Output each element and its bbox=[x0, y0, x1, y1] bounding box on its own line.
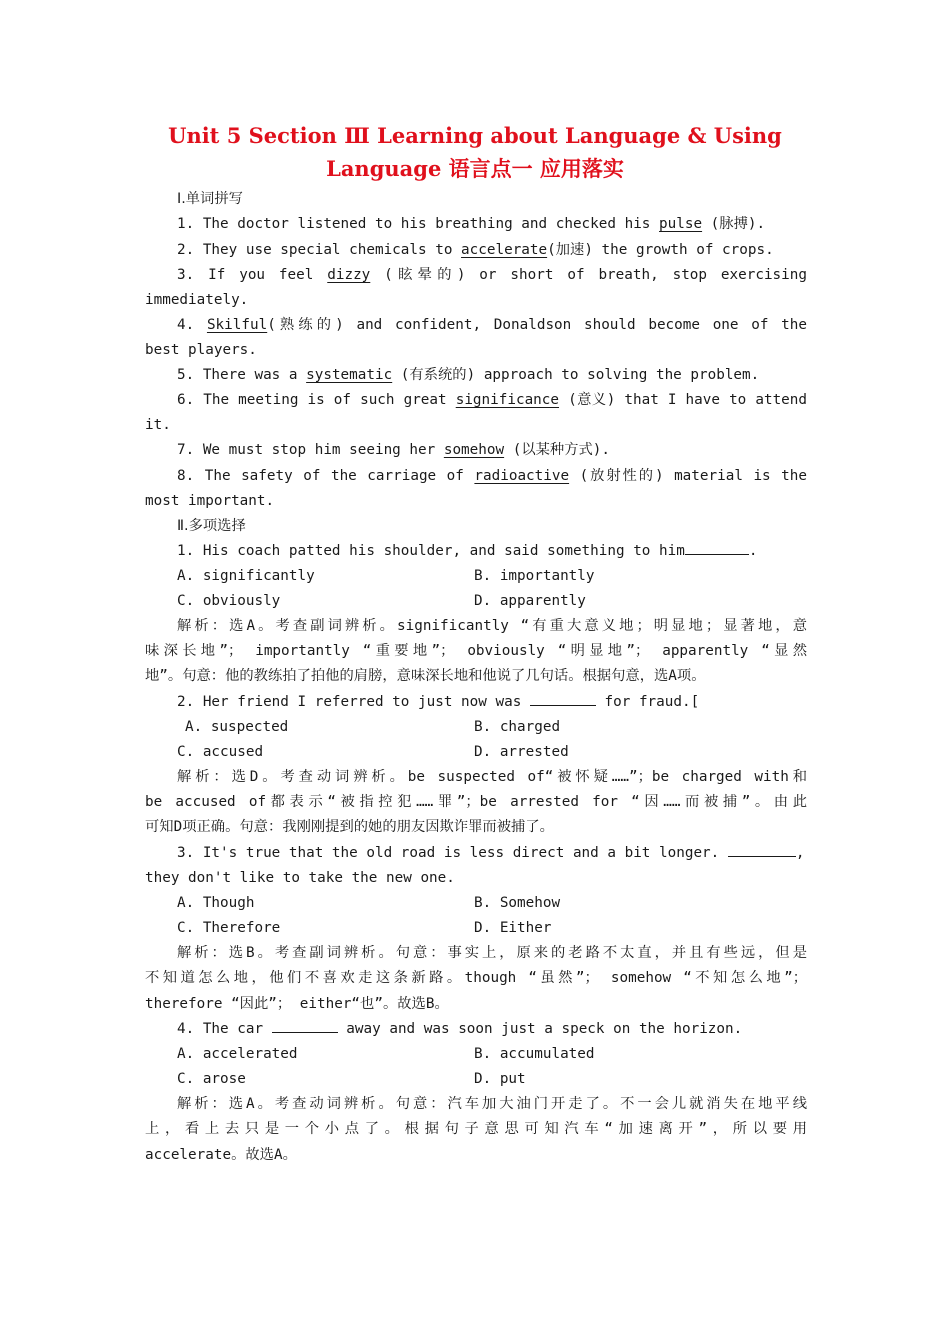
vocab-item-8: 8. The safety of the carriage of radioactive (放射性的) material is the bbox=[177, 468, 807, 484]
answer: significance bbox=[455, 392, 560, 408]
vocab-item-3: 3. If you feel dizzy (眩晕的) or short of breath, stop exercising bbox=[177, 267, 807, 283]
answer-blank bbox=[272, 1017, 338, 1033]
option-a: A. suspected bbox=[185, 719, 289, 735]
option-c: C. arose bbox=[177, 1071, 246, 1087]
option-a: A. Though bbox=[177, 895, 255, 911]
option-b: B. importantly bbox=[474, 568, 595, 584]
vocab-item-2: 2. They use special chemicals to accelerate(加速) the growth of crops. bbox=[177, 242, 774, 258]
vocab-item-4-cont: best players. bbox=[145, 342, 257, 358]
option-a: A. significantly bbox=[177, 568, 315, 584]
option-d: D. Either bbox=[474, 920, 552, 936]
vocab-item-1: 1. The doctor listened to his breathing and checked his pulse (脉搏). bbox=[177, 216, 766, 232]
option-d: D. arrested bbox=[474, 744, 569, 760]
question-1-options-cd bbox=[177, 589, 839, 614]
question-1-analysis-1: 解析：选A。考查副词辨析。significantly “有重大意义地；明显地；显著地，意 bbox=[177, 618, 807, 634]
vocab-item-7: 7. We must stop him seeing her somehow (以某种方式). bbox=[177, 442, 611, 458]
answer-blank bbox=[685, 539, 749, 555]
question-4-analysis-3: accelerate。故选A。 bbox=[145, 1147, 297, 1163]
vocab-item-6-cont: it. bbox=[145, 417, 171, 433]
question-4-analysis-1: 解析：选A。考查动词辨析。句意：汽车加大油门开走了。不一会儿就消失在地平线 bbox=[177, 1096, 807, 1112]
option-c: C. Therefore bbox=[177, 920, 281, 936]
question-1-analysis-2: 味深长地”； importantly “重要地”； obviously “明显地”； apparently “显然 bbox=[145, 643, 807, 659]
answer: somehow bbox=[443, 442, 505, 458]
question-2-options-ab bbox=[177, 715, 839, 740]
question-2-stem: 2. Her friend I referred to just now was for fraud.[ bbox=[177, 690, 807, 715]
vocab-item-8-cont: most important. bbox=[145, 493, 275, 509]
question-3-stem: 3. It's true that the old road is less direct and a bit longer. , bbox=[177, 841, 807, 866]
option-d: D. put bbox=[474, 1071, 526, 1087]
answer-blank bbox=[728, 841, 796, 857]
answer-blank bbox=[530, 690, 596, 706]
option-d: D. apparently bbox=[474, 593, 586, 609]
question-2-analysis-2: be accused of都表示“被指控犯……罪”；be arrested for “因……而被捕”。由此 bbox=[145, 794, 807, 810]
title-line-1: Unit 5 Section Ⅲ Learning about Language & Using bbox=[168, 123, 782, 148]
option-a: A. accelerated bbox=[177, 1046, 298, 1062]
question-3-options-ab bbox=[177, 891, 839, 916]
question-1-analysis-3: 地”。句意：他的教练拍了拍他的肩膀，意味深长地和他说了几句话。根据句意，选A项。 bbox=[145, 668, 706, 684]
option-b: B. accumulated bbox=[474, 1046, 595, 1062]
option-c: C. obviously bbox=[177, 593, 281, 609]
question-4-stem: 4. The car away and was soon just a speck on the horizon. bbox=[177, 1017, 807, 1042]
question-4-analysis-2: 上，看上去只是一个小点了。根据句子意思可知汽车“加速离开”，所以要用 bbox=[145, 1121, 807, 1137]
vocab-item-5: 5. There was a systematic (有系统的) approach to solving the problem. bbox=[177, 367, 760, 383]
answer: dizzy bbox=[327, 267, 371, 283]
section-1-heading: Ⅰ.单词拼写 bbox=[177, 191, 243, 207]
option-b: B. Somehow bbox=[474, 895, 561, 911]
question-3-analysis-1: 解析：选B。考查副词辨析。句意：事实上，原来的老路不太直，并且有些远，但是 bbox=[177, 945, 807, 961]
question-2-analysis-1: 解析：选D。考查动词辨析。be suspected of“被怀疑……”；be charged with和 bbox=[177, 769, 807, 785]
answer: systematic bbox=[306, 367, 393, 383]
vocab-item-3-cont: immediately. bbox=[145, 292, 249, 308]
question-4-options-cd bbox=[177, 1067, 839, 1092]
answer: Skilful bbox=[206, 317, 268, 333]
question-3-options-cd bbox=[177, 916, 839, 941]
answer: radioactive bbox=[474, 468, 570, 484]
question-1-options-ab bbox=[177, 564, 839, 589]
question-1-stem: 1. His coach patted his shoulder, and said something to him . bbox=[177, 539, 807, 564]
question-3-stem-cont: they don't like to take the new one. bbox=[145, 870, 455, 886]
title-line-2: Language 语言点一 应用落实 bbox=[326, 156, 624, 181]
answer: accelerate bbox=[461, 242, 548, 258]
question-2-options-cd bbox=[177, 740, 839, 765]
section-2-heading: Ⅱ.多项选择 bbox=[177, 518, 246, 534]
option-c: C. accused bbox=[177, 744, 264, 760]
answer: pulse bbox=[659, 216, 703, 232]
question-3-analysis-2: 不知道怎么地，他们不喜欢走这条新路。though “虽然”； somehow “不知怎么地”； bbox=[145, 970, 807, 986]
vocab-item-6: 6. The meeting is of such great significance (意义) that I have to attend bbox=[177, 392, 807, 408]
vocab-item-4: 4. Skilful(熟练的) and confident, Donaldson should become one of the bbox=[177, 317, 807, 333]
question-3-analysis-3: therefore “因此”； either“也”。故选B。 bbox=[145, 996, 449, 1012]
question-4-options-ab bbox=[177, 1042, 839, 1067]
option-b: B. charged bbox=[474, 719, 561, 735]
question-2-analysis-3: 可知D项正确。句意：我刚刚提到的她的朋友因欺诈罪而被捕了。 bbox=[145, 819, 554, 835]
